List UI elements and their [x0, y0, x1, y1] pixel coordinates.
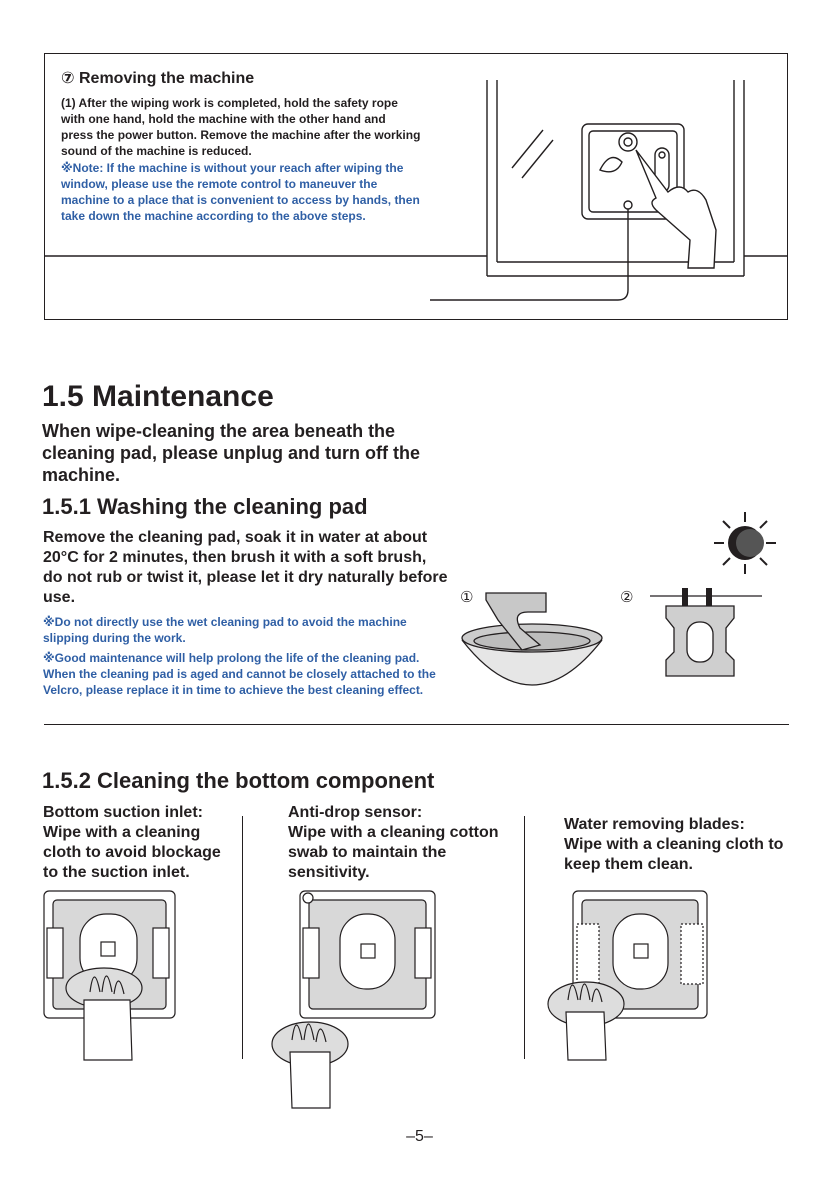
step-label-1: ①: [460, 589, 474, 606]
page-number: –5–: [406, 1128, 433, 1145]
bottom-col-2-text: Anti-drop sensor: Wipe with a cleaning cotton swab to maintain the sensitivity.: [288, 804, 499, 881]
washing-heading: 1.5.1 Washing the cleaning pad: [42, 494, 368, 519]
removing-note: ※Note: If the machine is without your reach after wiping the window, please use the remote control to maneuver the machine to a place that is convenient to access by hands, then take down the machine according to the above steps.: [61, 161, 420, 223]
maintenance-heading: 1.5 Maintenance: [42, 380, 274, 413]
bottom-col-1-text: Bottom suction inlet: Wipe with a cleaning cloth to avoid blockage to the suction inlet.: [43, 804, 221, 881]
bottom-col-3-text: Water removing blades: Wipe with a cleaning cloth to keep them clean.: [564, 816, 784, 873]
washing-note-2: ※Good maintenance will help prolong the life of the cleaning pad. When the cleaning pad is aged and cannot be closely attached to the Velcro, please replace it in time to achieve the best cleaning effect.: [43, 651, 436, 697]
bottom-component-heading: 1.5.2 Cleaning the bottom component: [42, 768, 435, 793]
washing-body: Remove the cleaning pad, soak it in water at about 20°C for 2 minutes, then brush it with a soft brush, do not rub or twist it, please let it dry naturally before use.: [43, 529, 448, 606]
removing-title: ⑦ Removing the machine: [61, 70, 255, 87]
step-label-2: ②: [620, 589, 634, 606]
washing-note-1: ※Do not directly use the wet cleaning pad to avoid the machine slipping during the work.: [43, 615, 407, 645]
removing-step1: (1) After the wiping work is completed, hold the safety rope with one hand, hold the machine with the other hand and press the power button. Remove the machine after the working sound of the machine is reduced.: [61, 96, 421, 158]
maintenance-intro: When wipe-cleaning the area beneath the cleaning pad, please unplug and turn off the machine.: [42, 421, 421, 485]
